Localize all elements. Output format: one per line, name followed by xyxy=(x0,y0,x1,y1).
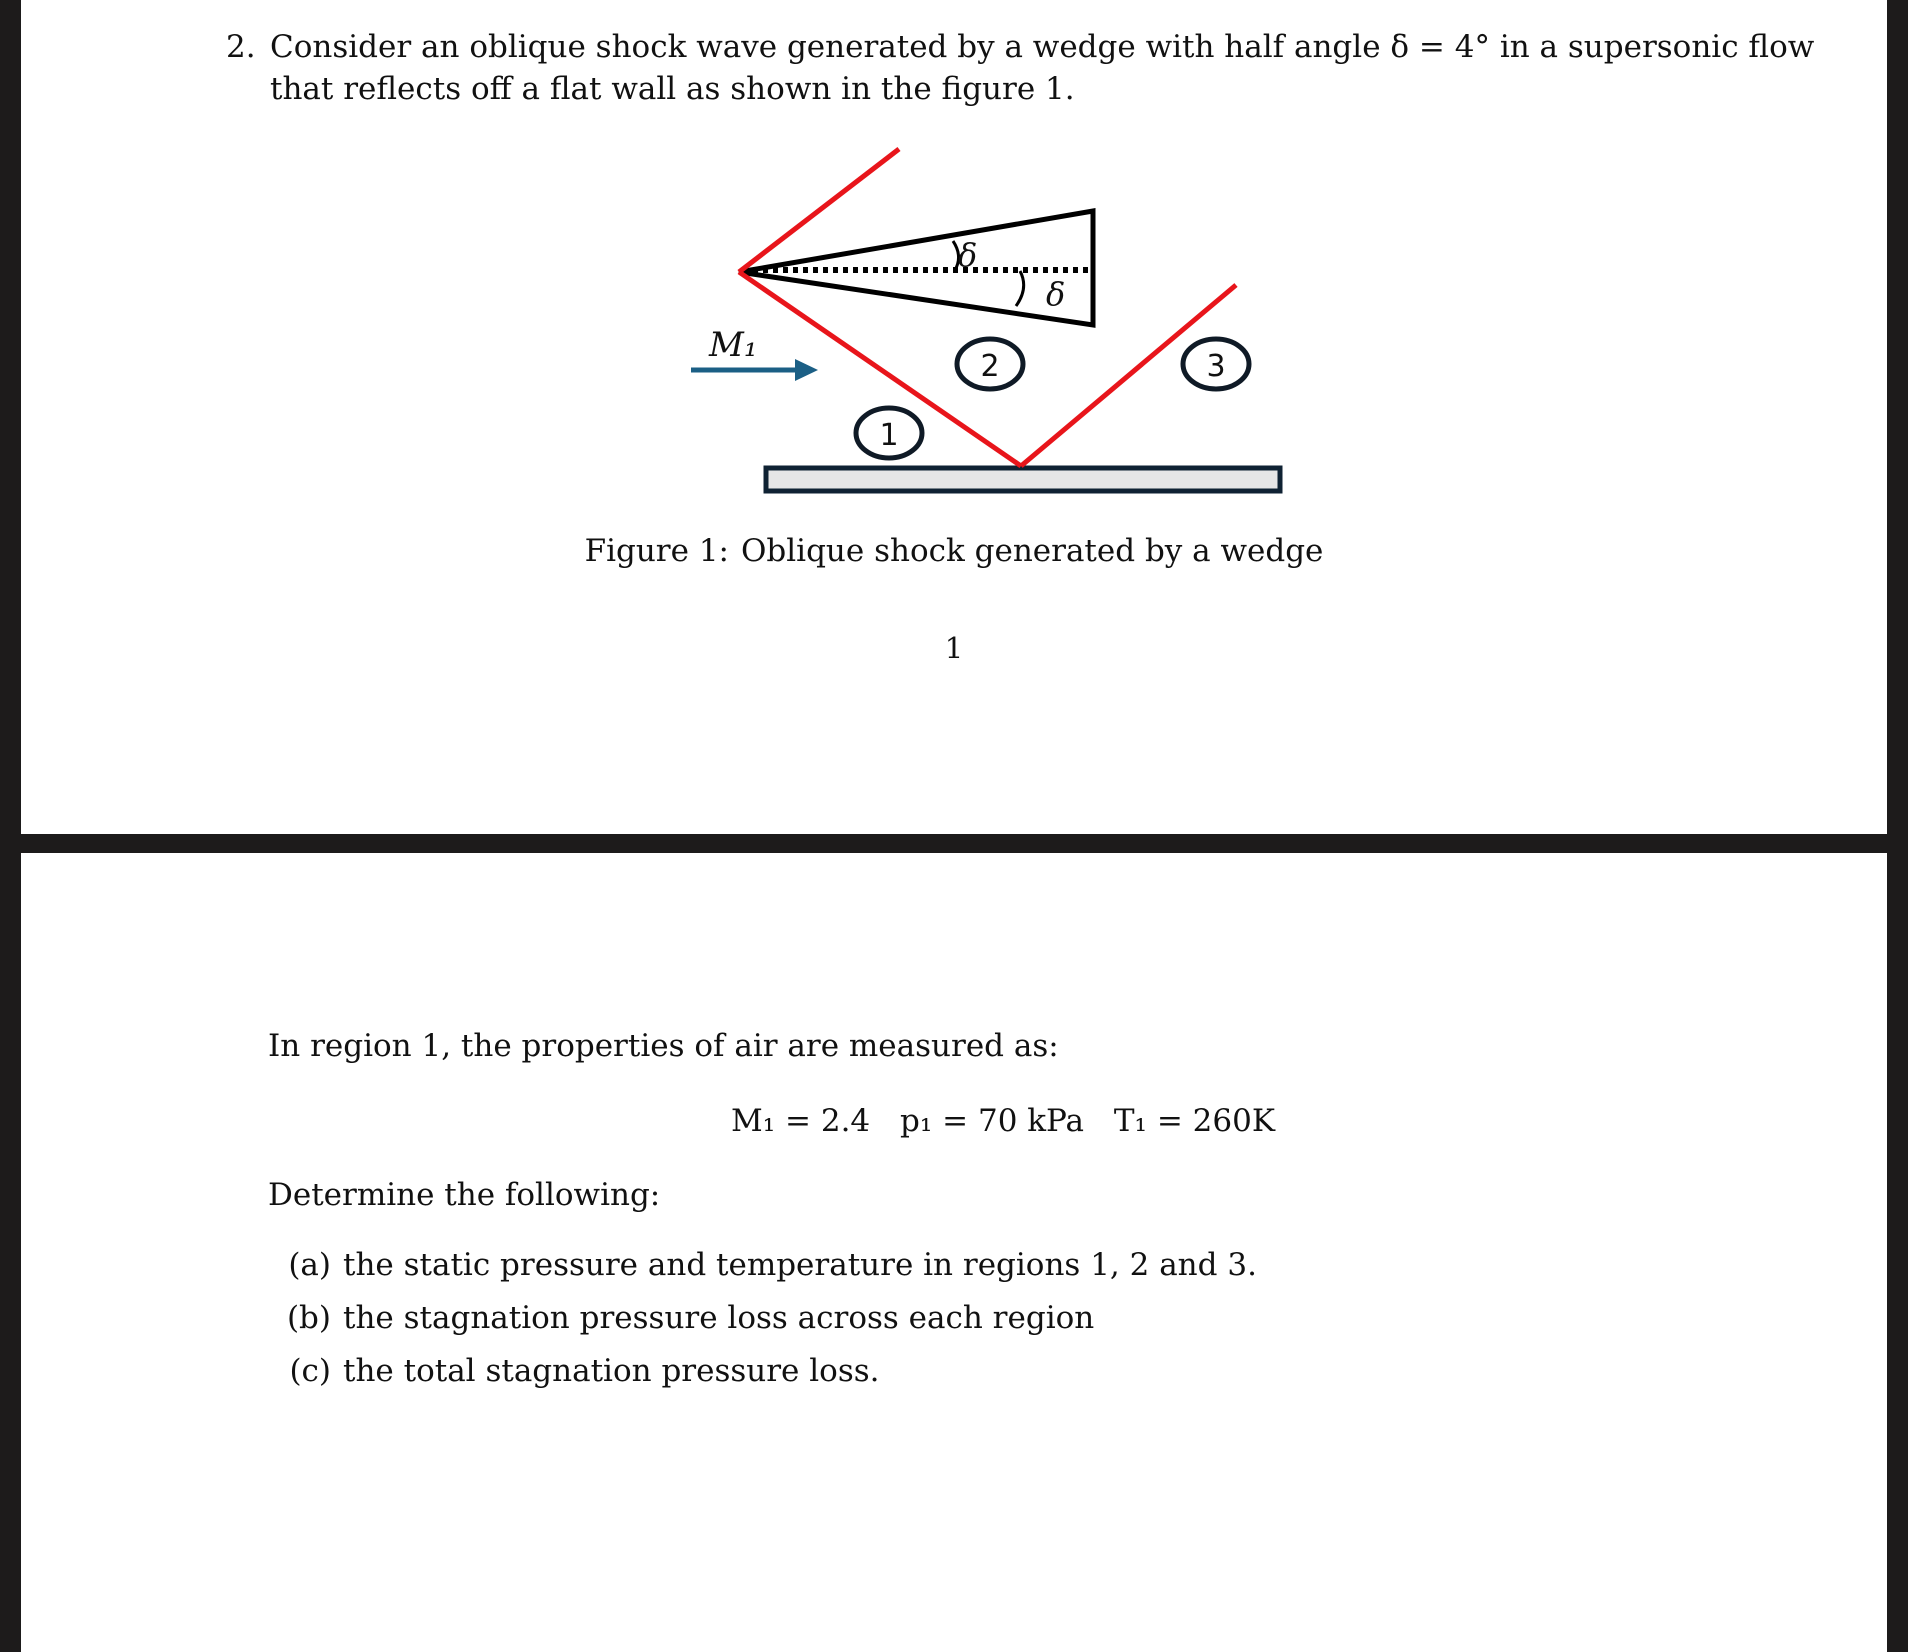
given-mach: M₁ = 2.4 xyxy=(731,1103,871,1139)
figure-caption-number: Figure 1: xyxy=(584,533,729,569)
given-pressure: p₁ = 70 kPa xyxy=(900,1103,1085,1139)
region-1-label: 1 xyxy=(879,418,899,453)
task-text: the total stagnation pressure loss. xyxy=(343,1353,880,1389)
question-line-1: Consider an oblique shock wave generated by a wedge with half angle δ = 4° in a supersonic flow xyxy=(270,29,1815,65)
task-label: (a) xyxy=(288,1247,331,1283)
flat-wall xyxy=(766,468,1280,491)
figure-caption xyxy=(21,533,1887,569)
region-2-label: 2 xyxy=(980,349,1000,384)
delta-label-upper: δ xyxy=(958,236,978,274)
angle-arc-lower xyxy=(1016,271,1024,306)
figure-caption-text: Oblique shock generated by a wedge xyxy=(741,533,1324,569)
given-values xyxy=(731,1103,1295,1139)
mach-label: M₁ xyxy=(709,325,758,365)
page-2 xyxy=(21,853,1887,1652)
determine-heading: Determine the following: xyxy=(268,1177,661,1213)
flow-arrow-head xyxy=(795,359,818,381)
task-text: the static pressure and temperature in regions 1, 2 and 3. xyxy=(343,1247,1257,1283)
oblique-shock-figure xyxy=(21,0,1887,834)
page-1 xyxy=(21,0,1887,834)
region-intro: In region 1, the properties of air are measured as: xyxy=(268,1028,1059,1064)
question-line-2: that reflects off a flat wall as shown in the figure 1. xyxy=(270,71,1075,107)
given-temperature: T₁ = 260K xyxy=(1113,1103,1275,1139)
task-label: (b) xyxy=(286,1300,331,1336)
page-number: 1 xyxy=(944,631,964,665)
task-label: (c) xyxy=(289,1353,331,1389)
delta-label-lower: δ xyxy=(1046,275,1066,313)
incident-shock-upper xyxy=(739,149,899,272)
task-text: the stagnation pressure loss across each region xyxy=(343,1300,1095,1336)
region-3-label: 3 xyxy=(1206,349,1226,384)
question-number: 2. xyxy=(226,29,256,65)
